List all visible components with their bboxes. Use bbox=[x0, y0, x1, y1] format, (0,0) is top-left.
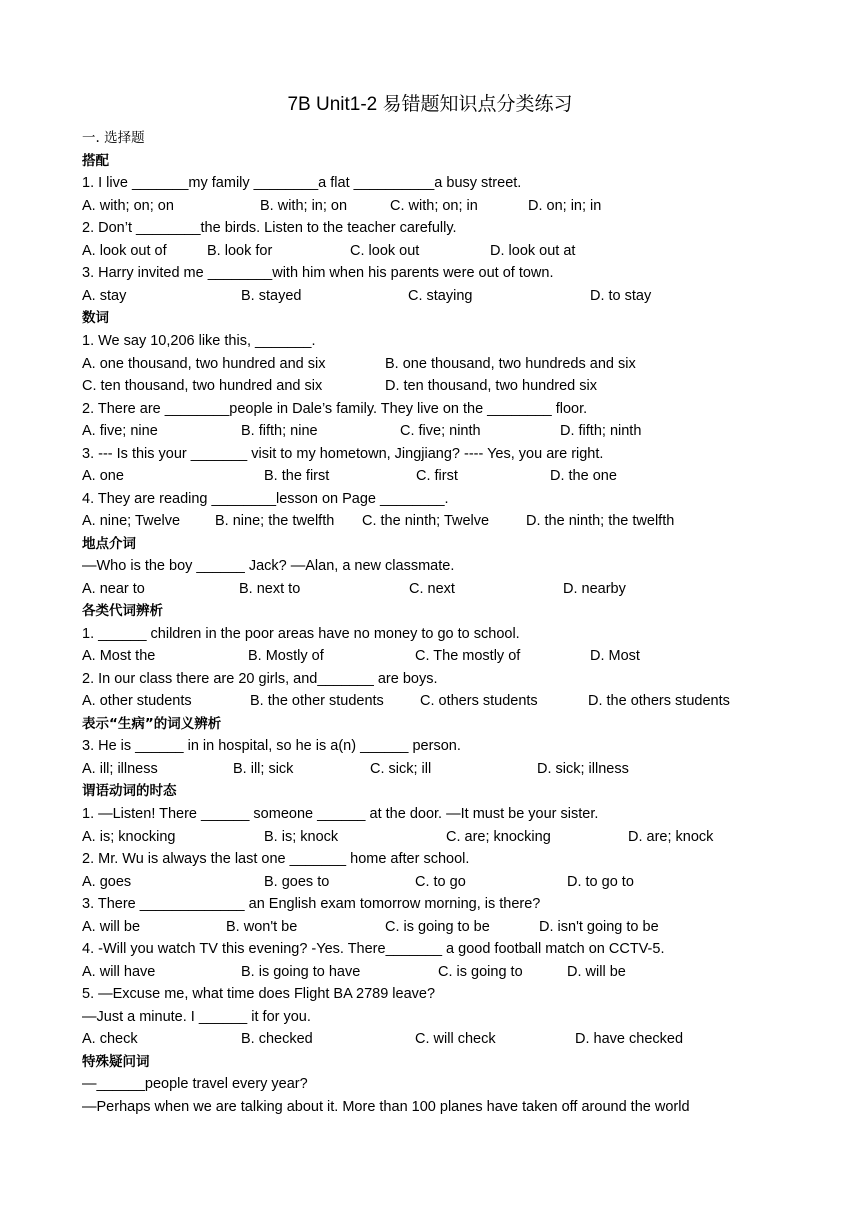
option-b: B. fifth; nine bbox=[241, 423, 318, 439]
question-text: —Perhaps when we are talking about it. More than 100 planes have taken off around the world bbox=[82, 1099, 690, 1115]
option-c: C. sick; ill bbox=[370, 761, 432, 777]
option-c: C. The mostly of bbox=[415, 648, 521, 664]
question-text: 3. He is ______ in in hospital, so he is a(n) ______ person. bbox=[82, 738, 461, 754]
option-c: C. next bbox=[409, 581, 455, 597]
question-text: 5. —Excuse me, what time does Flight BA 2789 leave? bbox=[82, 986, 436, 1002]
question-text: 1. I live _______my family ________a flat __________a busy street. bbox=[82, 175, 522, 191]
question-text: 1. ______ children in the poor areas have no money to go to school. bbox=[82, 626, 520, 642]
category-heading-wh-words: 特殊疑问词 bbox=[82, 1054, 150, 1070]
option-b: B. ill; sick bbox=[233, 761, 294, 777]
page-title: 7B Unit1-2 易错题知识点分类练习 bbox=[287, 94, 573, 115]
option-b: B. is; knock bbox=[264, 829, 339, 845]
category-heading-sick-ill: 表示“生病”的词义辨析 bbox=[82, 716, 222, 732]
option-b: B. goes to bbox=[264, 874, 330, 890]
question-text: 3. There _____________ an English exam tomorrow morning, is there? bbox=[82, 896, 541, 912]
option-d: D. the ninth; the twelfth bbox=[526, 513, 675, 529]
option-a: A. goes bbox=[82, 874, 132, 890]
option-c: C. to go bbox=[415, 874, 466, 890]
option-b: B. Mostly of bbox=[248, 648, 324, 664]
option-b: B. checked bbox=[241, 1031, 313, 1047]
option-c: C. others students bbox=[420, 693, 538, 709]
question-text: 3. Harry invited me ________with him when his parents were out of town. bbox=[82, 265, 554, 281]
option-a: A. is; knocking bbox=[82, 829, 176, 845]
option-b: B. next to bbox=[239, 581, 301, 597]
option-c: C. will check bbox=[415, 1031, 496, 1047]
option-c: C. staying bbox=[408, 288, 473, 304]
option-d: D. fifth; ninth bbox=[560, 423, 642, 439]
option-a: A. with; on; on bbox=[82, 198, 174, 214]
option-d: D. to go to bbox=[567, 874, 634, 890]
category-heading-verb-tense: 谓语动词的时态 bbox=[82, 783, 177, 799]
question-text: 1. We say 10,206 like this, _______. bbox=[82, 333, 316, 349]
option-a: A. Most the bbox=[82, 648, 156, 664]
option-a: A. five; nine bbox=[82, 423, 158, 439]
category-heading-collocation: 搭配 bbox=[82, 153, 109, 169]
option-a: A. one bbox=[82, 468, 124, 484]
option-b: B. the other students bbox=[250, 693, 384, 709]
option-b: B. one thousand, two hundreds and six bbox=[385, 356, 636, 372]
option-a: A. near to bbox=[82, 581, 145, 597]
question-text: 2. Don’t ________the birds. Listen to the teacher carefully. bbox=[82, 220, 457, 236]
option-d: D. nearby bbox=[563, 581, 626, 597]
question-text: —______people travel every year? bbox=[82, 1076, 308, 1092]
option-a: A. will be bbox=[82, 919, 141, 935]
question-text: 2. Mr. Wu is always the last one _______ home after school. bbox=[82, 851, 470, 867]
option-a: A. ill; illness bbox=[82, 761, 158, 777]
option-b: B. stayed bbox=[241, 288, 302, 304]
option-c: C. first bbox=[416, 468, 458, 484]
option-c: C. ten thousand, two hundred and six bbox=[82, 378, 323, 394]
option-d: D. the one bbox=[550, 468, 617, 484]
option-a: A. nine; Twelve bbox=[82, 513, 181, 529]
option-d: D. will be bbox=[567, 964, 626, 980]
option-a: A. one thousand, two hundred and six bbox=[82, 356, 326, 372]
option-d: D. on; in; in bbox=[528, 198, 602, 214]
question-text: 2. There are ________people in Dale’s family. They live on the ________ floor. bbox=[82, 401, 588, 417]
question-text: 3. --- Is this your _______ visit to my hometown, Jingjiang? ---- Yes, you are right. bbox=[82, 446, 604, 462]
option-d: D. are; knock bbox=[628, 829, 714, 845]
option-d: D. the others students bbox=[588, 693, 730, 709]
question-text: 4. -Will you watch TV this evening? -Yes. There_______ a good football match on CCTV-5. bbox=[82, 941, 665, 957]
option-b: B. nine; the twelfth bbox=[215, 513, 335, 529]
option-b: B. look for bbox=[207, 243, 273, 259]
option-a: A. stay bbox=[82, 288, 127, 304]
option-d: D. have checked bbox=[575, 1031, 684, 1047]
section-heading: 一. 选择题 bbox=[82, 130, 145, 146]
question-text: 1. —Listen! There ______ someone ______ at the door. —It must be your sister. bbox=[82, 806, 599, 822]
category-heading-pronouns: 各类代词辨析 bbox=[82, 603, 163, 619]
category-heading-place-prepositions: 地点介词 bbox=[82, 536, 136, 552]
option-a: A. look out of bbox=[82, 243, 167, 259]
question-text: —Just a minute. I ______ it for you. bbox=[82, 1009, 311, 1025]
option-b: B. with; in; on bbox=[260, 198, 348, 214]
option-a: A. check bbox=[82, 1031, 138, 1047]
option-c: C. look out bbox=[350, 243, 420, 259]
option-d: D. to stay bbox=[590, 288, 652, 304]
option-b: B. the first bbox=[264, 468, 330, 484]
option-c: C. is going to be bbox=[385, 919, 490, 935]
option-c: C. the ninth; Twelve bbox=[362, 513, 490, 529]
option-b: B. won't be bbox=[226, 919, 298, 935]
question-text: 2. In our class there are 20 girls, and_______ are boys. bbox=[82, 671, 438, 687]
option-a: A. will have bbox=[82, 964, 156, 980]
option-d: D. sick; illness bbox=[537, 761, 629, 777]
option-d: D. ten thousand, two hundred six bbox=[385, 378, 597, 394]
category-heading-numerals: 数词 bbox=[82, 310, 109, 326]
option-d: D. Most bbox=[590, 648, 640, 664]
question-text: —Who is the boy ______ Jack? —Alan, a new classmate. bbox=[82, 558, 455, 574]
option-a: A. other students bbox=[82, 693, 192, 709]
option-c: C. is going to bbox=[438, 964, 523, 980]
question-text: 4. They are reading ________lesson on Page ________. bbox=[82, 491, 449, 507]
option-b: B. is going to have bbox=[241, 964, 361, 980]
option-c: C. five; ninth bbox=[400, 423, 481, 439]
option-c: C. with; on; in bbox=[390, 198, 478, 214]
option-c: C. are; knocking bbox=[446, 829, 551, 845]
option-d: D. isn't going to be bbox=[539, 919, 659, 935]
option-d: D. look out at bbox=[490, 243, 576, 259]
